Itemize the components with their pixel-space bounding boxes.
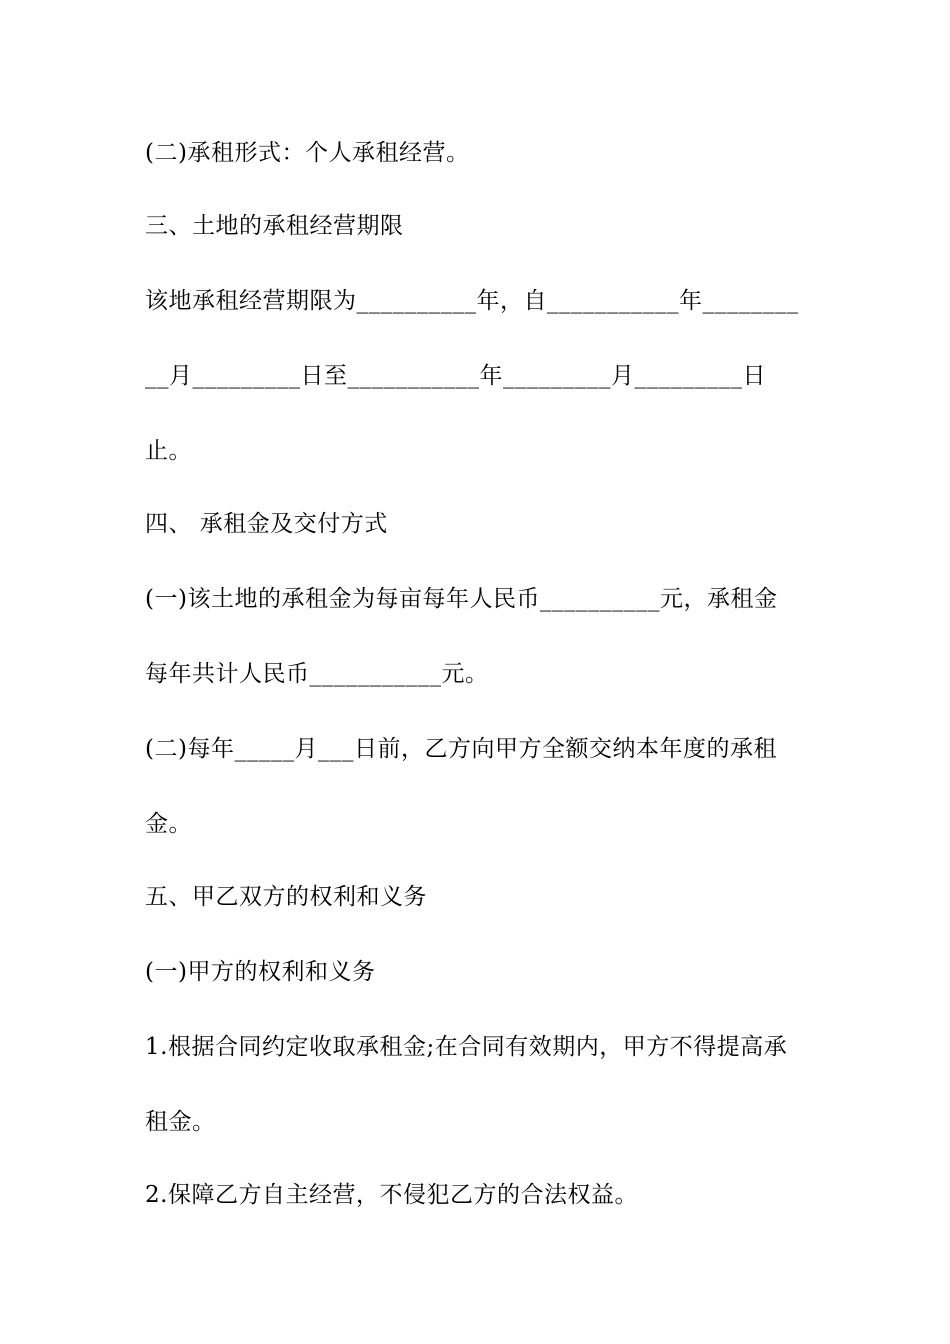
- text-line: (二)承租形式：个人承租经营。: [145, 140, 470, 166]
- section-heading: 五、甲乙双方的权利和义务: [145, 884, 427, 910]
- text-line: __月_________日至___________年_________月_________日: [145, 363, 766, 389]
- text-line: 1.根据合同约定收取承租金;在合同有效期内，甲方不得提高承: [145, 1034, 788, 1060]
- section-heading: 三、土地的承租经营期限: [145, 213, 404, 239]
- section-heading: 四、 承租金及交付方式: [145, 511, 388, 537]
- text-line: 止。: [145, 438, 192, 464]
- text-line: 该地承租经营期限为__________年，自___________年________: [145, 288, 799, 314]
- subsection-heading: (一)甲方的权利和义务: [145, 959, 376, 985]
- text-line: (一)该土地的承租金为每亩每年人民币__________元，承租金: [145, 586, 778, 612]
- text-line: 金。: [145, 811, 192, 837]
- text-line: 每年共计人民币___________元。: [145, 661, 489, 687]
- text-line: 2.保障乙方自主经营，不侵犯乙方的合法权益。: [145, 1182, 638, 1208]
- text-line: 租金。: [145, 1109, 216, 1135]
- text-line: (二)每年_____月___日前，乙方向甲方全额交纳本年度的承租: [145, 736, 777, 762]
